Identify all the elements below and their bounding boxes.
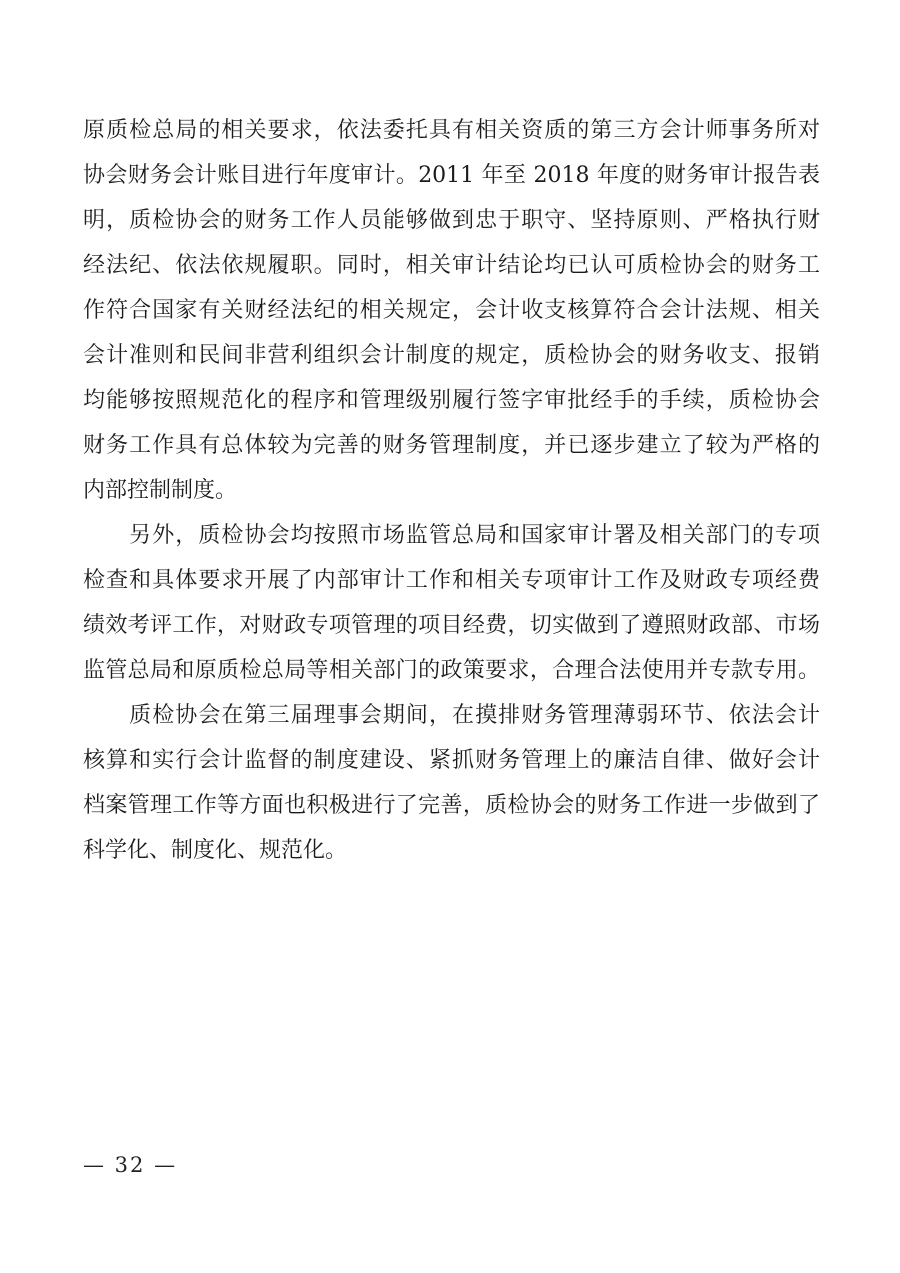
text-line: 协会财务会计账目进行年度审计。2011 年至 2018 年度的财务审计报告表	[83, 163, 820, 188]
paragraph-1	[83, 108, 820, 513]
text-line: 经法纪、依法依规履职。同时，相关审计结论均已认可质检协会的财务工	[83, 253, 820, 278]
text-line: 均能够按照规范化的程序和管理级别履行签字审批经手的手续，质检协会	[83, 388, 820, 413]
text-line: 内部控制制度。	[83, 478, 238, 503]
paragraph-3	[83, 693, 820, 873]
text-line: 另外，质检协会均按照市场监管总局和国家审计署及相关部门的专项	[83, 523, 820, 548]
text-line: 财务工作具有总体较为完善的财务管理制度，并已逐步建立了较为严格的	[83, 433, 820, 458]
text-line: 科学化、制度化、规范化。	[83, 838, 348, 863]
paragraph-2	[83, 513, 820, 693]
text-line: 作符合国家有关财经法纪的相关规定，会计收支核算符合会计法规、相关	[83, 298, 820, 323]
text-line: 明，质检协会的财务工作人员能够做到忠于职守、坚持原则、严格执行财	[83, 208, 820, 233]
text-line: 会计准则和民间非营利组织会计制度的规定，质检协会的财务收支、报销	[83, 343, 820, 368]
text-line: 绩效考评工作，对财政专项管理的项目经费，切实做到了遵照财政部、市场	[83, 613, 820, 638]
text-line: 质检协会在第三届理事会期间，在摸排财务管理薄弱环节、依法会计	[83, 703, 820, 728]
text-line: 档案管理工作等方面也积极进行了完善，质检协会的财务工作进一步做到了	[83, 793, 820, 818]
page-number: — 32 —	[83, 1153, 178, 1177]
text-line: 核算和实行会计监督的制度建设、紧抓财务管理上的廉洁自律、做好会计	[83, 748, 820, 773]
document-body	[83, 108, 820, 873]
text-line: 检查和具体要求开展了内部审计工作和相关专项审计工作及财政专项经费	[83, 568, 820, 593]
text-line: 原质检总局的相关要求，依法委托具有相关资质的第三方会计师事务所对	[83, 118, 820, 143]
text-line: 监管总局和原质检总局等相关部门的政策要求，合理合法使用并专款专用。	[83, 658, 820, 683]
